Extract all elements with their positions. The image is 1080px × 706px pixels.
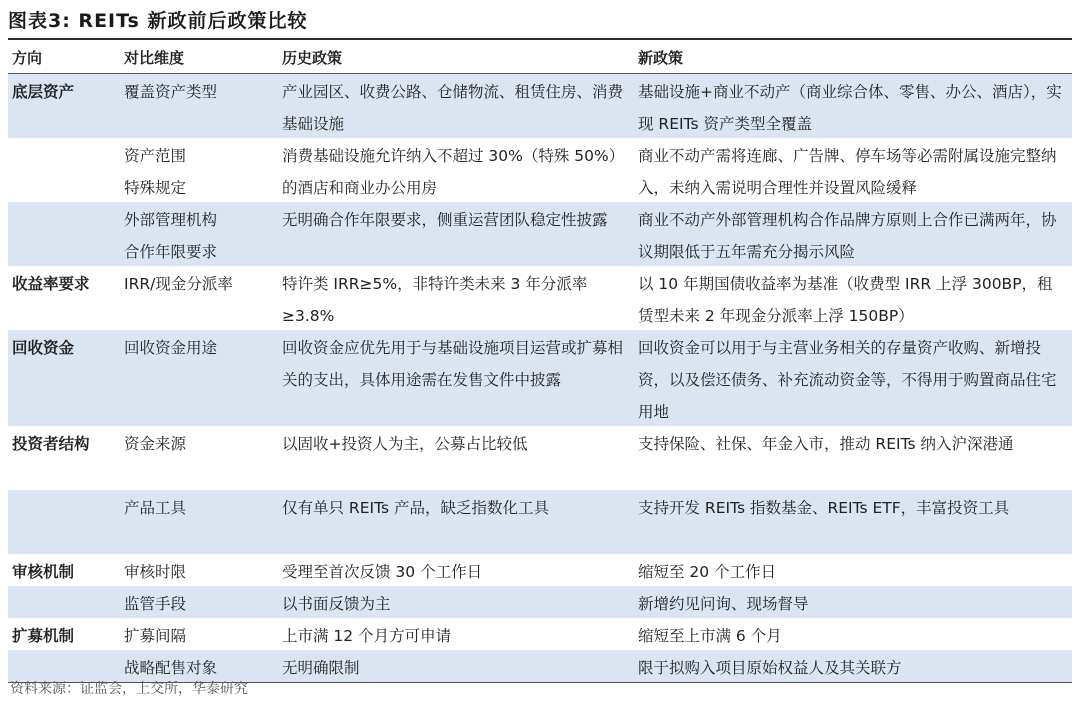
table-row: [8, 266, 1072, 330]
dimension-cell: 监管手段: [124, 595, 187, 613]
old-policy-cell: 无明确合作年限要求，侧重运营团队稳定性披露: [282, 211, 608, 229]
table-row: [8, 586, 1072, 618]
new-policy-cell: 商业不动产外部管理机构合作品牌方原则上合作已满两年，协议期限低于五年需充分揭示风险: [638, 211, 1057, 261]
direction-cell: 审核机制: [12, 563, 75, 581]
old-policy-cell: 产业园区、收费公路、仓储物流、租赁住房、消费基础设施: [282, 83, 624, 133]
dimension-cell: 资金来源: [124, 435, 187, 453]
direction-cell: [8, 586, 118, 618]
new-policy-cell: 以 10 年期国债收益率为基准（收费型 IRR 上浮 300BP，租赁型未来 2 年现金分派率上浮 150BP）: [638, 275, 1053, 325]
old-policy-cell: 消费基础设施允许纳入不超过 30%（特殊 50%）的酒店和商业办公用房: [282, 147, 617, 197]
direction-cell: 投资者结构: [12, 435, 90, 453]
direction-cell: [8, 490, 118, 554]
old-policy-cell: 受理至首次反馈 30 个工作日: [282, 563, 483, 581]
old-policy-cell: 以书面反馈为主: [282, 595, 391, 613]
dimension-cell: 扩募间隔: [124, 627, 187, 645]
figure-title: 图表3: REITs 新政前后政策比较: [8, 10, 308, 32]
new-policy-cell: 回收资金可以用于与主营业务相关的存量资产收购、新增投资，以及偿还债务、补充流动资金等，不得用于购置商品住宅用地: [638, 339, 1057, 421]
new-policy-cell: 支持开发 REITs 指数基金、REITs ETF，丰富投资工具: [638, 499, 1010, 517]
header-dimension: 对比维度: [124, 49, 185, 67]
table-row: [8, 74, 1072, 138]
direction-cell: 底层资产: [12, 83, 75, 101]
new-policy-cell: 商业不动产需将连廊、广告牌、停车场等必需附属设施完整纳入，未纳入需说明合理性并设置风险缓释: [638, 147, 1057, 197]
policy-comparison-table: [8, 38, 1072, 683]
dimension-cell: 产品工具: [124, 499, 187, 517]
new-policy-cell: 缩短至 20 个工作日: [638, 563, 777, 581]
new-policy-cell: 新增约见问询、现场督导: [638, 595, 809, 613]
direction-cell: 回收资金: [12, 339, 75, 357]
header-old-policy: 历史政策: [282, 49, 343, 67]
old-policy-cell: 以固收+投资人为主，公募占比较低: [282, 435, 528, 453]
header-new-policy: 新政策: [638, 49, 684, 67]
direction-cell: 收益率要求: [12, 275, 90, 293]
table-body: [8, 74, 1072, 682]
new-policy-cell: 基础设施+商业不动产（商业综合体、零售、办公、酒店），实现 REITs 资产类型全覆盖: [638, 83, 1062, 133]
old-policy-cell: 无明确限制: [282, 659, 360, 677]
table-row: [8, 490, 1072, 554]
dimension-cell: IRR/现金分派率: [124, 275, 233, 293]
table-row: [8, 618, 1072, 650]
direction-cell: [8, 138, 118, 202]
header-direction: 方向: [12, 49, 43, 67]
dimension-cell: 外部管理机构 合作年限要求: [124, 211, 218, 261]
new-policy-cell: 支持保险、社保、年金入市，推动 REITs 纳入沪深港通: [638, 435, 1014, 453]
new-policy-cell: 缩短至上市满 6 个月: [638, 627, 782, 645]
table-header: [8, 40, 1072, 74]
old-policy-cell: 回收资金应优先用于与基础设施项目运营或扩募相关的支出，具体用途需在发售文件中披露: [282, 339, 624, 389]
dimension-cell: 战略配售对象: [124, 659, 218, 677]
dimension-cell: 覆盖资产类型: [124, 83, 218, 101]
dimension-cell: 审核时限: [124, 563, 187, 581]
table-row: [8, 138, 1072, 202]
table-row: [8, 426, 1072, 490]
old-policy-cell: 上市满 12 个月方可申请: [282, 627, 452, 645]
source-note: 资料来源：证监会，上交所，华泰研究: [10, 681, 248, 697]
table-row: [8, 330, 1072, 426]
new-policy-cell: 限于拟购入项目原始权益人及其关联方: [638, 659, 902, 677]
dimension-cell: 回收资金用途: [124, 339, 218, 357]
table-row: [8, 202, 1072, 266]
old-policy-cell: 仅有单只 REITs 产品，缺乏指数化工具: [282, 499, 549, 517]
direction-cell: 扩募机制: [12, 627, 75, 645]
dimension-cell: 资产范围 特殊规定: [124, 147, 187, 197]
direction-cell: [8, 202, 118, 266]
table-row: [8, 554, 1072, 586]
old-policy-cell: 特许类 IRR≥5%，非特许类未来 3 年分派率≥3.8%: [282, 275, 588, 325]
